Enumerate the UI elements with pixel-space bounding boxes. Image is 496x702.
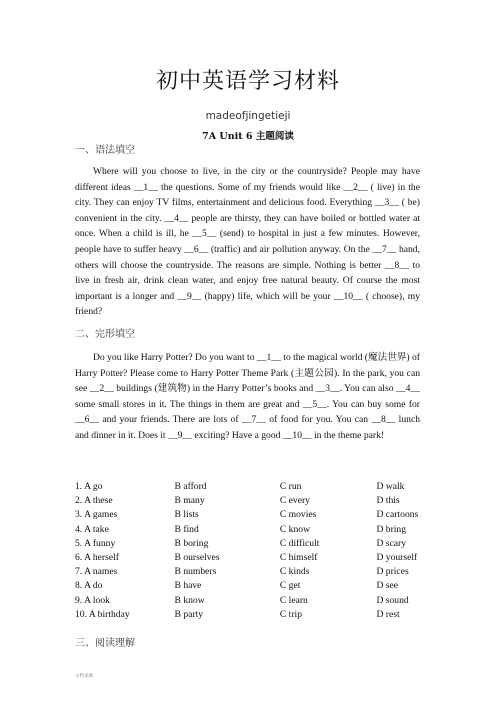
option-cell: B find bbox=[174, 523, 199, 535]
option-cell: C himself bbox=[279, 551, 318, 563]
option-cell: C know bbox=[279, 523, 310, 535]
option-cell: 7. A names bbox=[75, 566, 118, 578]
option-row bbox=[75, 537, 435, 551]
option-cell: D prices bbox=[376, 566, 409, 578]
option-cell: D cartoons bbox=[376, 509, 419, 521]
option-cell: 9. A look bbox=[75, 594, 110, 606]
option-cell: C learn bbox=[279, 594, 308, 606]
options-table bbox=[75, 480, 435, 622]
option-cell: 5. A funny bbox=[75, 537, 116, 549]
option-cell: D rest bbox=[376, 608, 400, 620]
option-row bbox=[75, 579, 435, 593]
option-cell: C kinds bbox=[279, 566, 310, 578]
option-cell: D walk bbox=[376, 481, 405, 492]
option-cell: 1. A go bbox=[75, 481, 103, 492]
section2-text: Do you like Harry Potter? Do you want to __1__ to the magical world (魔法世界) of Harry Potter? Please come to Harry Potter Theme Park (主题公园). In the park, you can see __2__ buildings (建筑物) in the Harry Potter’s books and __3__. You can also __4__ some small stores in it. The things in them are great and __5__. You can buy some for __6__ and your friends. There are lots of __7__ of food for you. You can __8__ lunch and dinner in it. Does it __9__ exciting? Have a good __10__ in the theme park! bbox=[75, 352, 420, 441]
section2-heading: 二、完形填空 bbox=[75, 329, 135, 340]
option-cell: B have bbox=[174, 580, 202, 592]
unit-heading: 7A Unit 6 主题阅读 bbox=[202, 131, 294, 142]
option-cell: D sound bbox=[376, 594, 409, 606]
section1-text: Where will you choose to live, in the city or the countryside? People may have different ideas __1__ the questions. Some of my friends would like __2__ ( live) in the city. They can enjoy TV films, entertainment and delicious food. Everything __3__ ( be) convenient in the city. __4__ people are thirsty, they can have boiled or bottled water at once. When a child is ill, he __5__ (send) to hospital in just a few minutes. However, people have to suffer heavy __6__ (traffic) and air pollution anyway. On the __7__ hand, others will choose the countryside. The reasons are simple. Nothing is better __8__ to live in fresh air, drink clean water, and enjoy free natural beauty. Of course the most important is a longer and __9__ (happy) life, which will be your __10__ ( choose), my friend? bbox=[75, 166, 420, 318]
option-cell: D bring bbox=[376, 523, 407, 535]
option-cell: C difficult bbox=[279, 537, 320, 549]
option-row bbox=[75, 523, 435, 537]
option-row bbox=[75, 565, 435, 579]
option-cell: D yourself bbox=[376, 551, 418, 563]
option-cell: B boring bbox=[174, 537, 209, 549]
option-cell: C get bbox=[279, 580, 301, 592]
option-cell: D this bbox=[376, 495, 400, 507]
option-cell: D see bbox=[376, 580, 399, 592]
option-cell: 4. A take bbox=[75, 523, 109, 535]
document-subtitle: madeofjingetieji bbox=[205, 110, 291, 122]
option-cell: C movies bbox=[279, 509, 317, 521]
option-row bbox=[75, 508, 435, 522]
option-row bbox=[75, 480, 435, 494]
option-row bbox=[75, 594, 435, 608]
option-row bbox=[75, 608, 435, 622]
option-row bbox=[75, 551, 435, 565]
option-cell: B know bbox=[174, 594, 205, 606]
option-row bbox=[75, 494, 435, 508]
option-cell: 8. A do bbox=[75, 580, 103, 592]
option-cell: C every bbox=[279, 495, 310, 507]
option-cell: C run bbox=[279, 481, 302, 492]
document-title: 初中英语学习材料 bbox=[155, 69, 340, 94]
option-cell: 3. A games bbox=[75, 509, 118, 521]
option-cell: C trip bbox=[279, 608, 302, 620]
option-cell: 6. A herself bbox=[75, 551, 119, 563]
option-cell: D scary bbox=[376, 537, 407, 549]
option-cell: 2. A these bbox=[75, 495, 113, 507]
option-cell: B lists bbox=[174, 509, 199, 521]
footer-note: 文档来源 bbox=[75, 674, 93, 679]
option-cell: B party bbox=[174, 608, 204, 620]
option-cell: 10. A birthday bbox=[75, 608, 130, 620]
option-cell: B ourselves bbox=[174, 551, 220, 563]
option-cell: B many bbox=[174, 495, 205, 507]
section3-heading: 三、阅读理解 bbox=[75, 638, 135, 649]
section1-heading: 一、语法填空 bbox=[75, 145, 135, 156]
option-cell: B afford bbox=[174, 481, 207, 492]
option-cell: B numbers bbox=[174, 566, 217, 578]
